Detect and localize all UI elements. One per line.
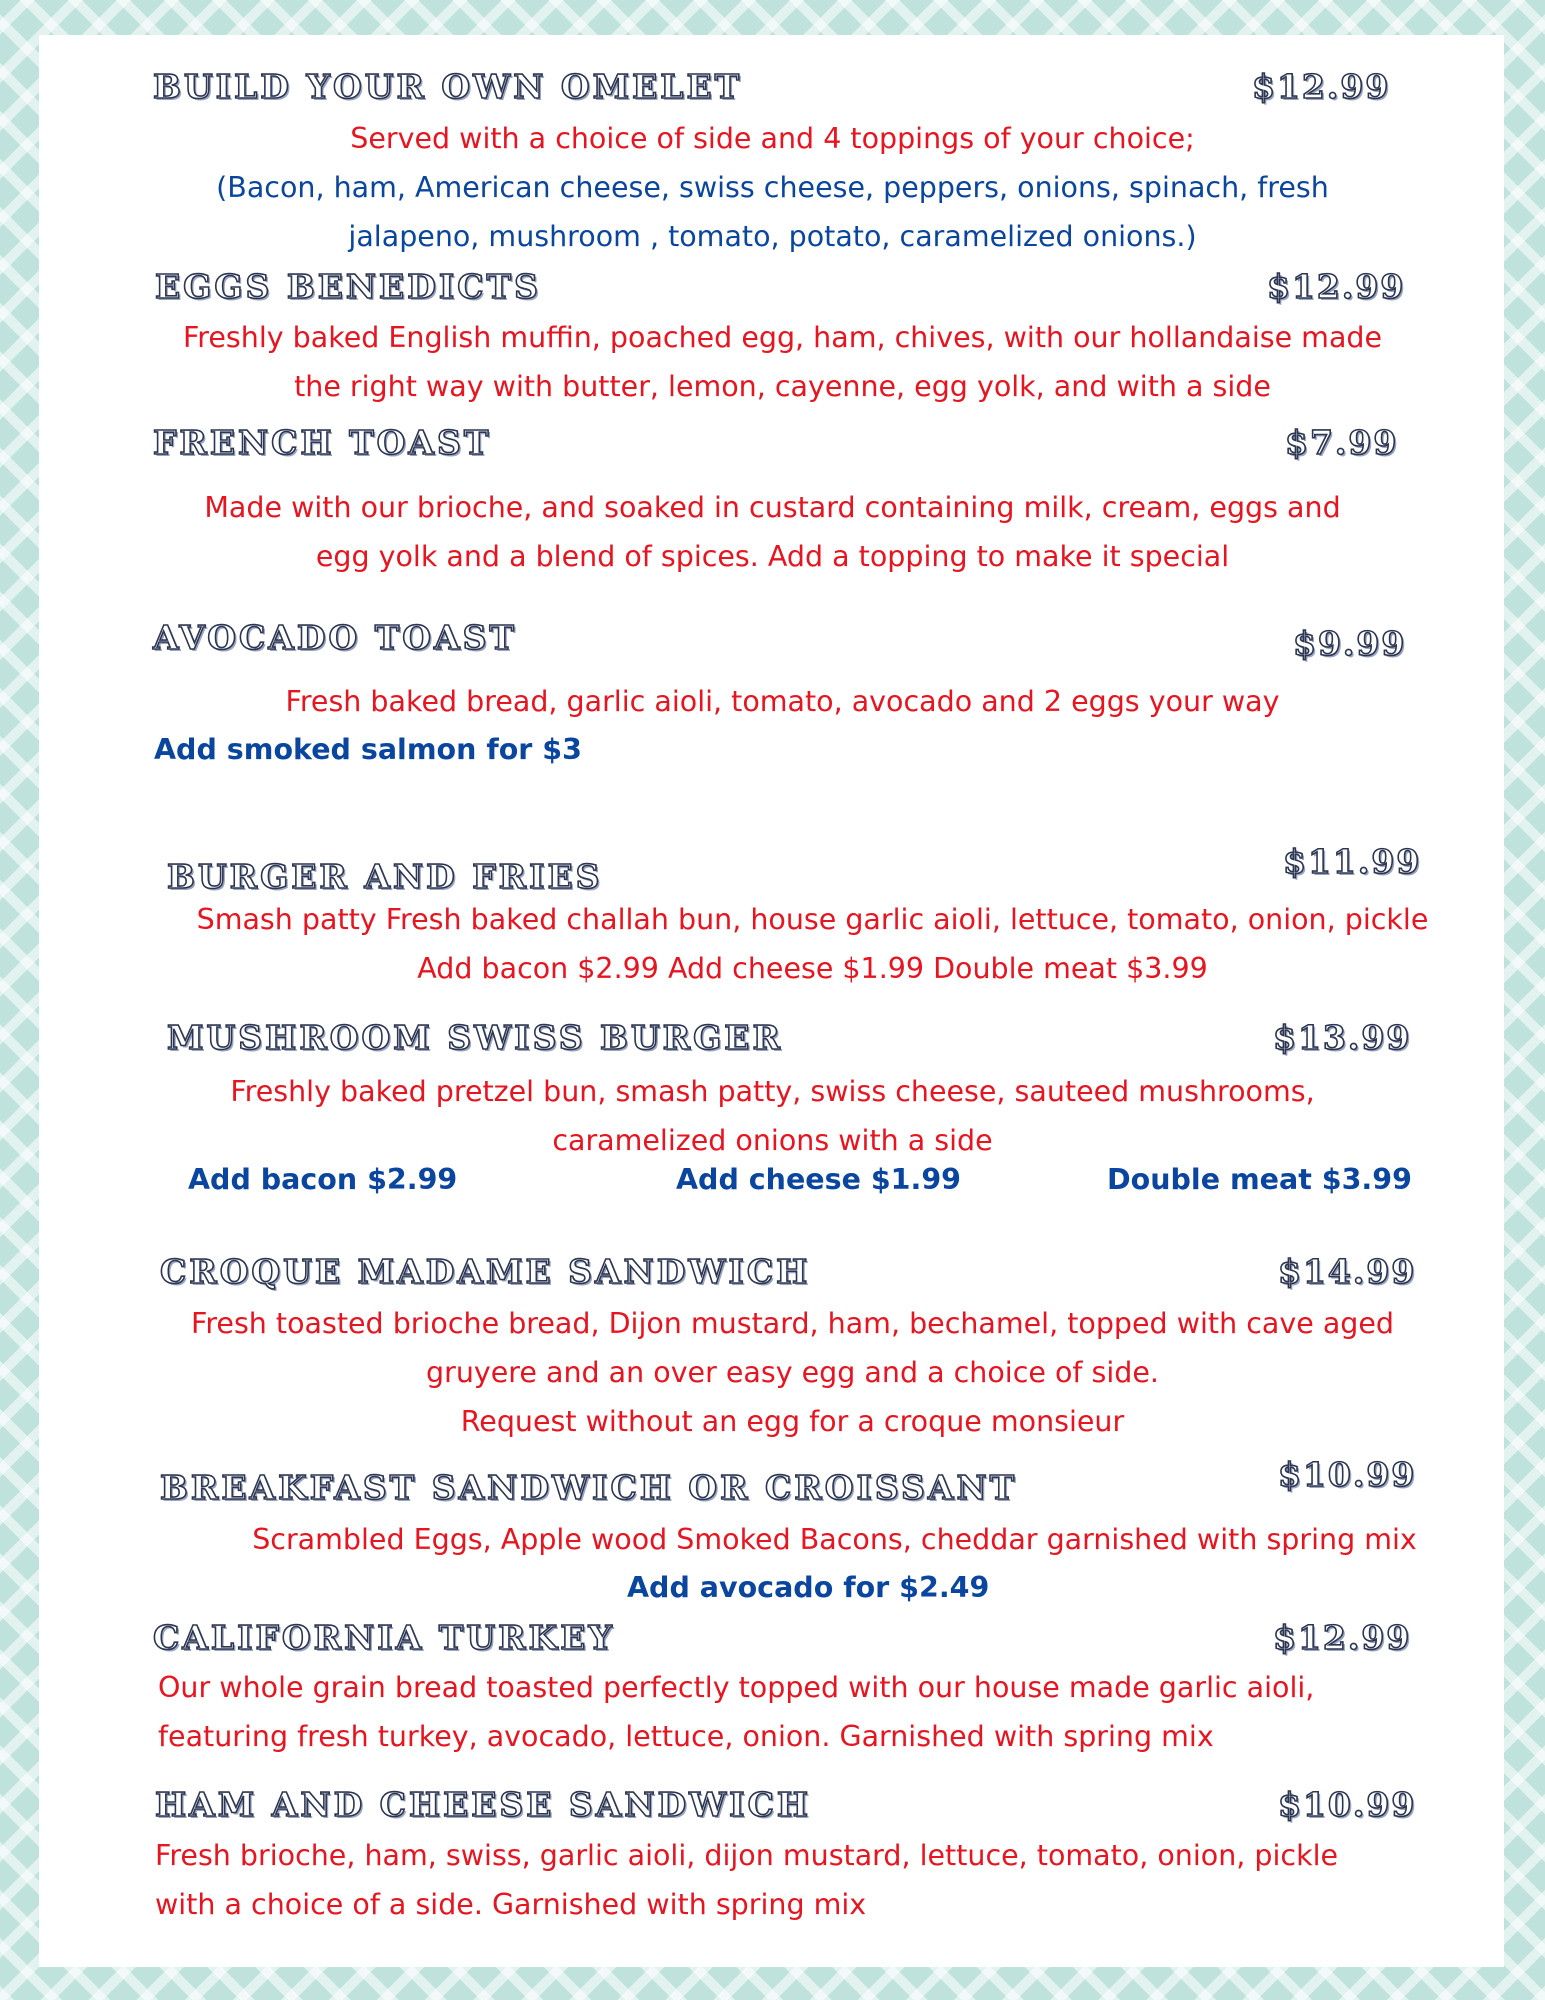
description-line: Freshly baked pretzel bun, smash patty, swiss cheese, sauteed mushrooms, [230, 1075, 1315, 1108]
item-description [120, 114, 1425, 261]
item-description [155, 1831, 1338, 1929]
addon-double-meat: Double meat $3.99 [1107, 1163, 1412, 1196]
item-title: HAM AND CHEESE SANDWICH [155, 1785, 812, 1824]
description-line: Fresh brioche, ham, swiss, garlic aioli, dijon mustard, lettuce, tomato, onion, pickle [155, 1839, 1339, 1872]
description-line: Made with our brioche, and soaked in custard containing milk, cream, eggs and [204, 491, 1341, 524]
description-line: Our whole grain bread toasted perfectly topped with our house made garlic aioli, [158, 1671, 1315, 1704]
item-title: FRENCH TOAST [153, 423, 492, 462]
item-price: $7.99 [1285, 423, 1399, 462]
item-description [120, 1067, 1425, 1165]
description-line: Smash patty Fresh baked challah bun, house garlic aioli, lettuce, tomato, onion, pickle [196, 903, 1429, 936]
description-line: Add bacon $2.99 Add cheese $1.99 Double meat $3.99 [417, 952, 1208, 985]
addon-note: Add avocado for $2.49 [627, 1571, 990, 1604]
item-title: BUILD YOUR OWN OMELET [153, 67, 743, 106]
addon-bacon: Add bacon $2.99 [188, 1163, 458, 1196]
description-line: Scrambled Eggs, Apple wood Smoked Bacons, cheddar garnished with spring mix [252, 1523, 1417, 1556]
item-title: CROQUE MADAME SANDWICH [160, 1252, 811, 1291]
description-line: Freshly baked English muffin, poached egg, ham, chives, with our hollandaise made [182, 321, 1383, 354]
description-line: Request without an egg for a croque monsieur [460, 1405, 1125, 1438]
item-title: MUSHROOM SWISS BURGER [167, 1018, 783, 1057]
item-description [182, 1515, 1487, 1564]
item-price: $10.99 [1278, 1785, 1417, 1824]
item-description [130, 313, 1435, 411]
description-line: gruyere and an over easy egg and a choice of side. [426, 1356, 1159, 1389]
item-price: $9.99 [1293, 624, 1407, 663]
item-description [130, 677, 1435, 726]
item-description [120, 483, 1425, 581]
description-line: (Bacon, ham, American cheese, swiss cheese, peppers, onions, spinach, fresh [216, 171, 1329, 204]
addon-note: Add smoked salmon for $3 [154, 733, 582, 766]
item-price: $11.99 [1283, 842, 1422, 881]
item-title: BREAKFAST SANDWICH OR CROISSANT [160, 1468, 1018, 1507]
item-title: CALIFORNIA TURKEY [153, 1618, 615, 1657]
item-price: $14.99 [1278, 1252, 1417, 1291]
item-description [158, 1663, 1314, 1761]
description-line: caramelized onions with a side [552, 1124, 993, 1157]
description-line: with a choice of a side. Garnished with spring mix [155, 1888, 867, 1921]
item-price: $13.99 [1273, 1018, 1412, 1057]
description-line: featuring fresh turkey, avocado, lettuce, onion. Garnished with spring mix [158, 1720, 1214, 1753]
description-line: jalapeno, mushroom , tomato, potato, caramelized onions.) [348, 220, 1197, 253]
item-title: BURGER AND FRIES [167, 857, 603, 896]
item-price: $12.99 [1273, 1618, 1412, 1657]
item-description [140, 1299, 1445, 1446]
item-price: $10.99 [1278, 1455, 1417, 1494]
description-line: Served with a choice of side and 4 toppings of your choice; [350, 122, 1195, 155]
item-title: AVOCADO TOAST [153, 618, 517, 657]
description-line: the right way with butter, lemon, cayenne, egg yolk, and with a side [294, 370, 1271, 403]
description-line: Fresh baked bread, garlic aioli, tomato, avocado and 2 eggs your way [285, 685, 1280, 718]
item-price: $12.99 [1252, 67, 1391, 106]
description-line: egg yolk and a blend of spices. Add a topping to make it special [315, 540, 1230, 573]
item-description [160, 895, 1465, 993]
addon-cheese: Add cheese $1.99 [676, 1163, 961, 1196]
item-price: $12.99 [1267, 267, 1406, 306]
item-title: EGGS BENEDICTS [155, 267, 541, 306]
description-line: Fresh toasted brioche bread, Dijon mustard, ham, bechamel, topped with cave aged [191, 1307, 1394, 1340]
